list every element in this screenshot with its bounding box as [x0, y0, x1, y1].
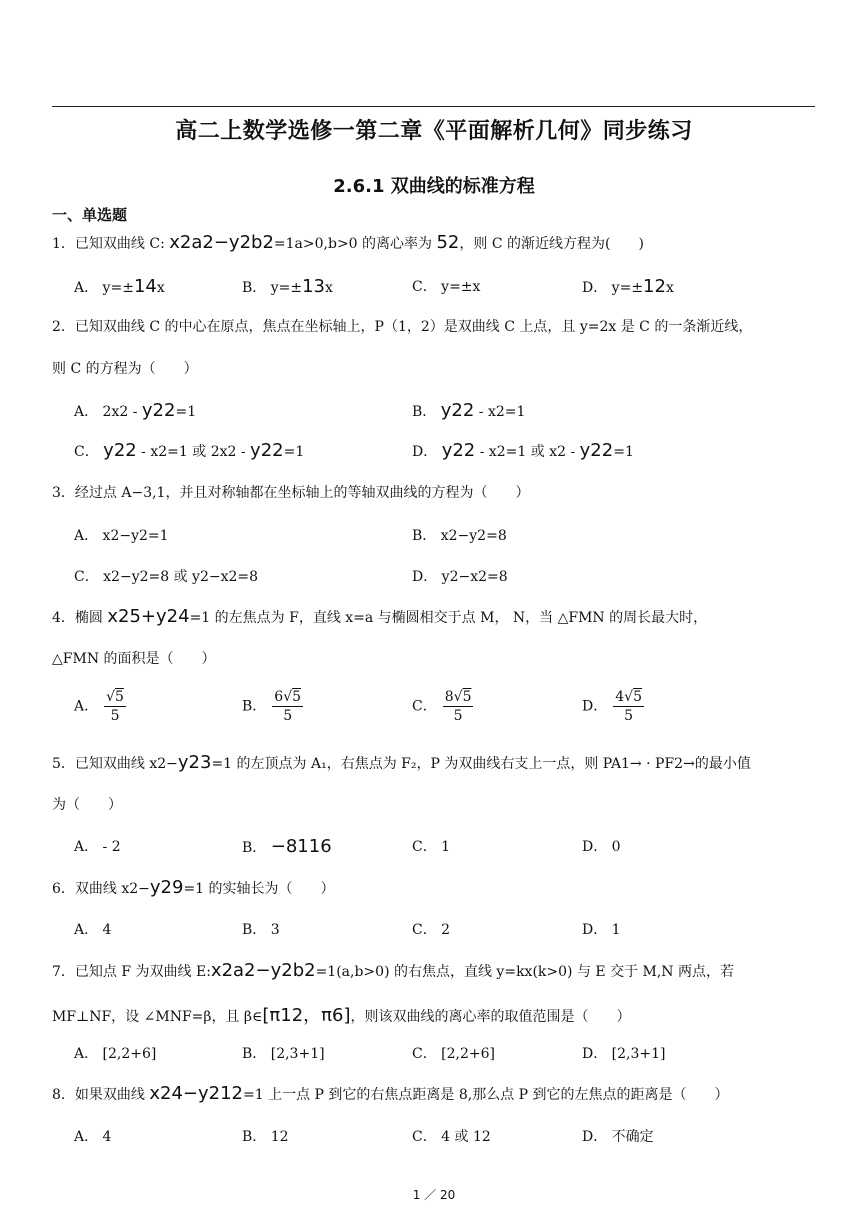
option-d: D． 1 [582, 922, 621, 938]
option-a: A． 4 [74, 922, 112, 938]
option-d: D． y2−x2=8 [412, 569, 508, 585]
option-d: D． [2,3+1] [582, 1046, 666, 1062]
section-heading: 一、单选题 [52, 206, 128, 224]
page-number: 1 ／ 20 [412, 1188, 456, 1202]
fraction: $\frac{6√5}{5}$ [274, 689, 302, 724]
question-5-stem-line2: 为（ ） [52, 797, 122, 813]
option-b: B． −8116 [242, 836, 332, 857]
option-c: C． y=±x [412, 279, 481, 295]
question-7-stem-line2: MF⊥NF，设 ∠MNF=β，且 β∈[π12，π6]，则该双曲线的离心率的取值范围是（ ） [52, 1005, 631, 1026]
option-a: A． 4 [74, 1129, 112, 1145]
fraction: $\frac{4√5}{5}$ [615, 689, 642, 724]
option-d: D． $\frac{4√5}{5}$ [582, 689, 642, 724]
option-d: D． y=±12x [582, 276, 674, 297]
fraction: $\frac{8√5}{5}$ [444, 689, 472, 724]
option-c: C． x2−y2=8 或 y2−x2=8 [74, 569, 259, 585]
option-b: B． y=±13x [242, 276, 333, 297]
header-rule [52, 106, 815, 107]
question-4-stem-line2: △FMN 的面积是（ ） [52, 651, 216, 667]
fraction: $\frac{√5}{5}$ [106, 689, 124, 724]
question-6-stem: 6．双曲线 x2−y29=1 的实轴长为（ ） [52, 877, 335, 898]
question-3-stem: 3．经过点 A−3,1，并且对称轴都在坐标轴上的等轴双曲线的方程为（ ） [52, 485, 530, 501]
option-b: B． 12 [242, 1129, 289, 1145]
question-7-stem: 7．已知点 F 为双曲线 E:x2a2−y2b2=1(a,b>0) 的右焦点，直线 y=kx(k>0) 与 E 交于 M,N 两点，若 [52, 960, 735, 981]
question-2-stem-line2: 则 C 的方程为（ ） [52, 361, 198, 377]
option-b: B． y22 - x2=1 [412, 400, 526, 421]
page-title: 高二上数学选修一第二章《平面解析几何》同步练习 [175, 119, 693, 144]
option-b: B． $\frac{6√5}{5}$ [242, 689, 302, 724]
option-d: D． y22 - x2=1 或 x2 - y22=1 [412, 440, 634, 461]
option-a: A． 2x2 - y22=1 [74, 400, 197, 421]
option-d: D． 0 [582, 839, 621, 855]
option-a: A． x2−y2=1 [74, 528, 169, 544]
question-2-stem: 2．已知双曲线 C 的中心在原点，焦点在坐标轴上，P（1，2）是双曲线 C 上点，且 y=2x 是 C 的一条渐近线， [52, 319, 753, 335]
question-5-stem: 5．已知双曲线 x2−y23=1 的左顶点为 A₁，右焦点为 F₂，P 为双曲线右支上一点，则 PA1→ · PF2→的最小值 [52, 752, 751, 773]
question-1-stem: 1．已知双曲线 C: x2a2−y2b2=1a>0,b>0 的离心率为 52，则 C 的渐近线方程为( ) [52, 232, 644, 253]
option-c: C． y22 - x2=1 或 2x2 - y22=1 [74, 440, 305, 461]
option-b: B． x2−y2=8 [412, 528, 507, 544]
option-c: C． $\frac{8√5}{5}$ [412, 689, 472, 724]
option-c: C． 1 [412, 839, 451, 855]
option-d: D． 不确定 [582, 1129, 654, 1145]
option-b: B． [2,3+1] [242, 1046, 325, 1062]
option-a: A． [2,2+6] [74, 1046, 157, 1062]
page-subtitle: 2.6.1 双曲线的标准方程 [333, 176, 535, 197]
option-c: C． 2 [412, 922, 451, 938]
option-b: B． 3 [242, 922, 280, 938]
question-8-stem: 8．如果双曲线 x24−y212=1 上一点 P 到它的右焦点距离是 8,那么点 P 到它的左焦点的距离是（ ） [52, 1083, 729, 1104]
option-a: A． $\frac{√5}{5}$ [74, 689, 124, 724]
option-c: C． 4 或 12 [412, 1129, 491, 1145]
option-a: A． y=±14x [74, 276, 165, 297]
question-4-stem: 4．椭圆 x25+y24=1 的左焦点为 F，直线 x=a 与椭圆相交于点 M， N，当 △FMN 的周长最大时， [52, 606, 708, 627]
option-a: A． - 2 [74, 839, 121, 855]
option-c: C． [2,2+6] [412, 1046, 495, 1062]
